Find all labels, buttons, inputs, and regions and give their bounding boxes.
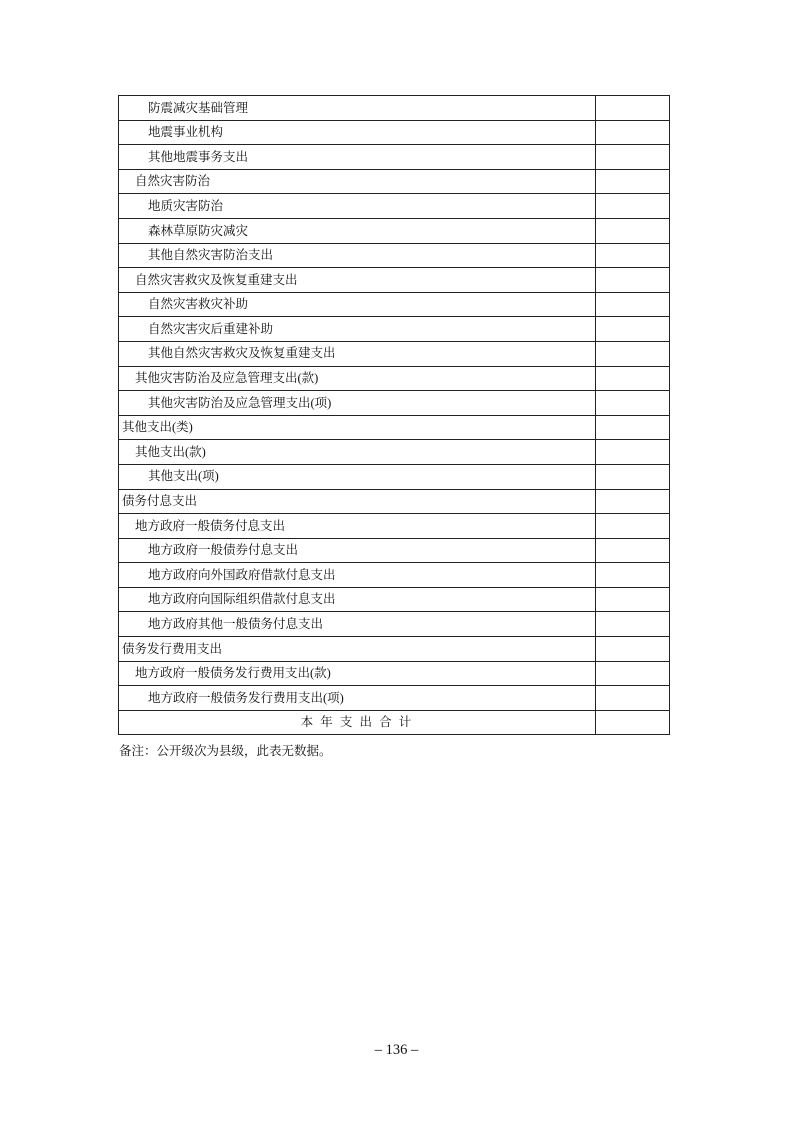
amount-cell (596, 710, 670, 735)
table-row (119, 587, 670, 612)
item-label-cell: 自然灾害灾后重建补助 (119, 317, 596, 342)
table-row (119, 268, 670, 293)
item-label-cell: 其他支出(类) (119, 415, 596, 440)
item-label-cell: 地方政府一般债务发行费用支出(项) (119, 686, 596, 711)
item-label-cell: 其他支出(款) (119, 440, 596, 465)
table-row (119, 710, 670, 735)
table-body (119, 96, 670, 735)
amount-cell (596, 464, 670, 489)
table-row (119, 686, 670, 711)
item-label-cell: 债务发行费用支出 (119, 637, 596, 662)
table-row (119, 120, 670, 145)
table-row (119, 366, 670, 391)
item-label-cell: 地方政府一般债务发行费用支出(款) (119, 661, 596, 686)
item-label-cell: 其他自然灾害救灾及恢复重建支出 (119, 341, 596, 366)
amount-cell (596, 637, 670, 662)
item-label-cell: 债务付息支出 (119, 489, 596, 514)
item-label-cell: 地方政府向国际组织借款付息支出 (119, 587, 596, 612)
amount-cell (596, 538, 670, 563)
item-label-cell: 自然灾害救灾及恢复重建支出 (119, 268, 596, 293)
amount-cell (596, 268, 670, 293)
table-row (119, 194, 670, 219)
amount-cell (596, 587, 670, 612)
amount-cell (596, 440, 670, 465)
amount-cell (596, 218, 670, 243)
table-row (119, 514, 670, 539)
item-label-cell: 其他地震事务支出 (119, 145, 596, 170)
table-row (119, 661, 670, 686)
total-label-cell: 本 年 支 出 合 计 (119, 710, 596, 735)
table-row (119, 317, 670, 342)
table-row (119, 538, 670, 563)
item-label-cell: 地方政府一般债券付息支出 (119, 538, 596, 563)
item-label-cell: 地方政府一般债务付息支出 (119, 514, 596, 539)
amount-cell (596, 145, 670, 170)
item-label-cell: 其他自然灾害防治支出 (119, 243, 596, 268)
table-row (119, 612, 670, 637)
amount-cell (596, 341, 670, 366)
table-row (119, 292, 670, 317)
footnote: 备注：公开级次为县级，此表无数据。 (119, 744, 332, 758)
amount-cell (596, 366, 670, 391)
amount-cell (596, 292, 670, 317)
amount-cell (596, 391, 670, 416)
amount-cell (596, 120, 670, 145)
table-row (119, 341, 670, 366)
table-row (119, 96, 670, 121)
item-label-cell: 地方政府其他一般债务付息支出 (119, 612, 596, 637)
amount-cell (596, 686, 670, 711)
amount-cell (596, 169, 670, 194)
item-label-cell: 自然灾害救灾补助 (119, 292, 596, 317)
amount-cell (596, 96, 670, 121)
item-label-cell: 地方政府向外国政府借款付息支出 (119, 563, 596, 588)
table-row (119, 145, 670, 170)
item-label-cell: 防震减灾基础管理 (119, 96, 596, 121)
amount-cell (596, 563, 670, 588)
table-row (119, 391, 670, 416)
amount-cell (596, 489, 670, 514)
table-row (119, 440, 670, 465)
table-row (119, 218, 670, 243)
table-row (119, 637, 670, 662)
amount-cell (596, 317, 670, 342)
item-label-cell: 地质灾害防治 (119, 194, 596, 219)
amount-cell (596, 194, 670, 219)
table-row (119, 563, 670, 588)
expenditure-table (118, 95, 670, 735)
amount-cell (596, 514, 670, 539)
amount-cell (596, 415, 670, 440)
amount-cell (596, 661, 670, 686)
amount-cell (596, 612, 670, 637)
table-row (119, 489, 670, 514)
amount-cell (596, 243, 670, 268)
table-row (119, 243, 670, 268)
item-label-cell: 森林草原防灾减灾 (119, 218, 596, 243)
page-number: – 136 – (374, 1042, 419, 1058)
item-label-cell: 其他支出(项) (119, 464, 596, 489)
item-label-cell: 地震事业机构 (119, 120, 596, 145)
item-label-cell: 自然灾害防治 (119, 169, 596, 194)
item-label-cell: 其他灾害防治及应急管理支出(项) (119, 391, 596, 416)
table-row (119, 464, 670, 489)
table-row (119, 415, 670, 440)
item-label-cell: 其他灾害防治及应急管理支出(款) (119, 366, 596, 391)
table-row (119, 169, 670, 194)
